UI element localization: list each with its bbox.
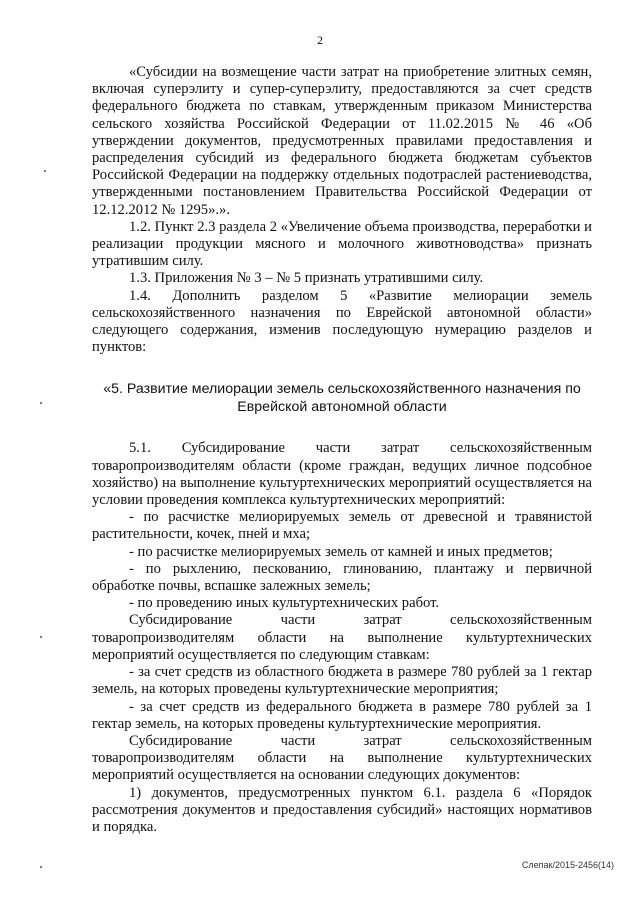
paragraph-subsidies-seeds: «Субсидии на возмещение части затрат на приобретение элитных семян, включая суперэлиту и супер-суперэлиту, предоставляются за счет средств федерального бюджета по ставкам, утвержденным приказом Министерства сельского хозяйства Российской Федерации от 11.02.2015 № 46 «Об утверждении документов, предусмотренных правилами предоставления и распределения субсидий из федерального бюджета бюджетам субъектов Российской Федерации на поддержку отдельных подотраслей растениеводства, утвержденными постановлением Правительства Российской Федерации от 12.12.2012 № 1295».». bbox=[92, 64, 592, 218]
scan-speck bbox=[40, 402, 42, 404]
list-item-clearing-stones: - по расчистке мелиорируемых земель от камней и иных предметов; bbox=[129, 543, 553, 560]
paragraph-1-2: 1.2. Пункт 2.3 раздела 2 «Увеличение объема производства, переработки и реализации продукции мясного и молочного животноводства» признать утратившим силу. bbox=[92, 218, 592, 270]
paragraph-5-1: 5.1. Субсидирование части затрат сельскохозяйственным товаропроизводителям области (кроме граждан, ведущих личное подсобное хозяйство) на выполнение культуртехнических мероприятий осуществляется на условии проведения комплекса культуртехнических мероприятий: bbox=[92, 440, 592, 509]
list-item-documents-6-1: 1) документов, предусмотренных пунктом 6.1. раздела 6 «Порядок рассмотрения документов и предоставления субсидий» настоящих нормативов и порядка. bbox=[92, 784, 592, 835]
paragraph-required-documents: Субсидирование части затрат сельскохозяйственным товаропроизводителям области на выполнение культуртехнических мероприятий осуществляется на основании следующих документов: bbox=[92, 732, 592, 784]
section-5-title: «5. Развитие мелиорации земель сельскохозяйственного назначения по Еврейской автономной области bbox=[103, 381, 581, 415]
document-code: Слепак/2015-2456(14) bbox=[521, 860, 614, 870]
paragraph-subsidy-rates: Субсидирование части затрат сельскохозяйственным товаропроизводителям области на выполнение культуртехнических мероприятий осуществляется по следующим ставкам: bbox=[92, 612, 592, 663]
paragraph-1-4: 1.4. Дополнить разделом 5 «Развитие мелиорации земель сельскохозяйственного назначения по Еврейской автономной области» следующего содержания, изменив последующую нумерацию разделов и пунктов: bbox=[92, 287, 592, 356]
paragraph-1-3: 1.3. Приложения № 3 – № 5 признать утратившими силу. bbox=[129, 270, 484, 287]
scan-speck bbox=[40, 636, 42, 638]
list-item-other-works: - по проведению иных культуртехнических работ. bbox=[129, 595, 440, 612]
list-item-regional-budget-rate: - за счет средств из областного бюджета в размере 780 рублей за 1 гектар земель, на которых проведены культуртехнические мероприятия; bbox=[92, 664, 592, 698]
list-item-clearing-vegetation: - по расчистке мелиорируемых земель от древесной и травянистой растительности, кочек, пней и мха; bbox=[92, 509, 592, 543]
page-number: 2 bbox=[317, 33, 323, 47]
scan-speck bbox=[44, 170, 46, 172]
scan-speck bbox=[40, 866, 42, 868]
document-body bbox=[92, 64, 592, 836]
list-item-federal-budget-rate: - за счет средств из федерального бюджета в размере 780 рублей за 1 гектар земель, на которых проведены культуртехнические мероприятия. bbox=[92, 698, 592, 732]
list-item-loosening-soil: - по рыхлению, пескованию, глинованию, плантажу и первичной обработке почвы, вспашке залежных земель; bbox=[92, 560, 592, 595]
